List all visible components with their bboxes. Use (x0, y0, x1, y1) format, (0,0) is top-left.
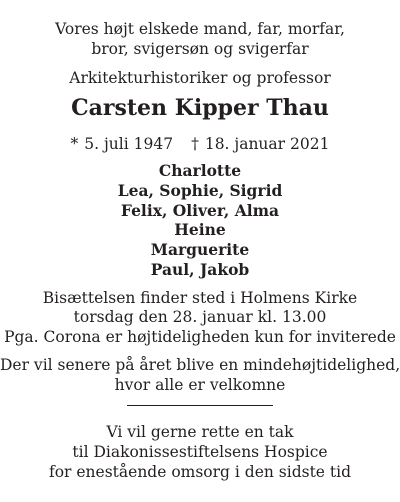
family-member: Felix, Oliver, Alma (120, 201, 280, 220)
death-cross-icon: † (191, 135, 199, 153)
memorial-line-1: Der vil senere på året blive en mindehøjtidelighed, (0, 356, 400, 374)
divider-rule (127, 405, 273, 406)
funeral-line-1: Bisættelsen finder sted i Holmens Kirke (42, 289, 358, 307)
family-member: Charlotte (158, 161, 242, 180)
thanks-line-2: til Diakonissestiftelsens Hospice (72, 443, 328, 461)
family-member: Marguerite (150, 240, 250, 259)
family-member: Heine (174, 220, 226, 239)
life-dates (0, 134, 400, 154)
birth-star-icon: * (70, 135, 79, 153)
funeral-line-2: torsdag den 28. januar kl. 13.00 (73, 308, 327, 326)
thanks-line-3: for enestående omsorg i den sidste tid (48, 463, 352, 481)
death-date: 18. januar 2021 (204, 135, 330, 153)
deceased-name: Carsten Kipper Thau (71, 95, 329, 121)
intro-line-1: Vores højt elskede mand, far, morfar, (55, 20, 345, 38)
funeral-line-3: Pga. Corona er højtideligheden kun for inviterede (4, 328, 396, 346)
family-member: Lea, Sophie, Sigrid (117, 181, 283, 200)
memorial-line-2: hvor alle er velkomne (114, 376, 286, 394)
intro-line-2: bror, svigersøn og svigerfar (91, 40, 309, 58)
title-role: Arkitekturhistoriker og professor (69, 69, 331, 87)
family-member: Paul, Jakob (150, 260, 250, 279)
birth-date: 5. juli 1947 (84, 135, 174, 153)
thanks-line-1: Vi vil gerne rette en tak (106, 423, 294, 441)
